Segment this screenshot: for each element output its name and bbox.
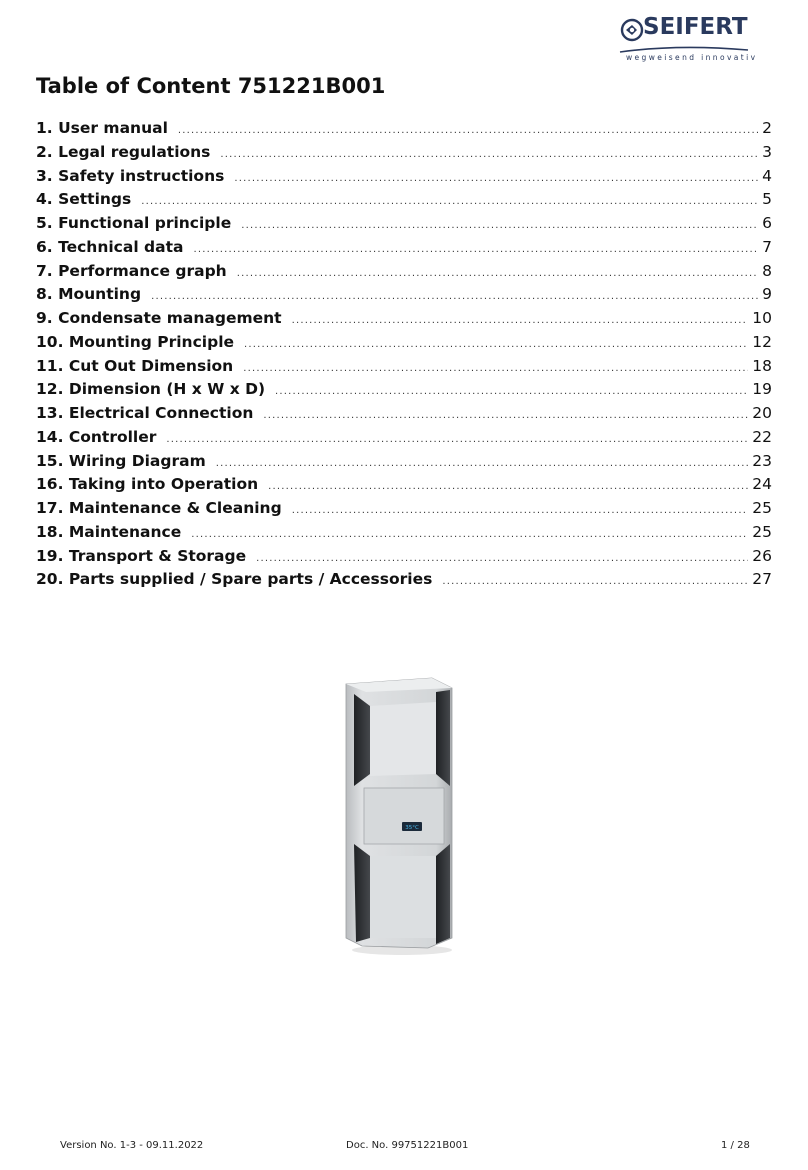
- toc-entry[interactable]: [36, 143, 772, 167]
- toc-entry-label: 8. Mounting: [36, 285, 142, 304]
- toc-entry[interactable]: [36, 523, 772, 547]
- toc-dot-leader: [292, 315, 749, 326]
- controller-display: 35°C: [405, 825, 419, 831]
- toc-dot-leader: [178, 125, 758, 136]
- toc-entry-label: 13. Electrical Connection: [36, 404, 254, 422]
- toc-dot-leader: [275, 386, 748, 397]
- toc-entry[interactable]: [36, 238, 772, 262]
- toc-entry-page: 9: [762, 285, 772, 304]
- toc-entry-page: 20: [752, 404, 772, 422]
- toc-entry[interactable]: [36, 214, 772, 238]
- toc-entry-label: 7. Performance graph: [36, 261, 227, 280]
- page-title: Table of Content 751221B001: [36, 74, 386, 98]
- toc-entry-label: 2. Legal regulations: [36, 142, 211, 161]
- toc-entry[interactable]: [36, 428, 772, 452]
- toc-entry[interactable]: [36, 119, 772, 143]
- toc-entry-page: 27: [752, 570, 772, 589]
- footer-page-number: 1 / 28: [721, 1140, 750, 1151]
- toc-dot-leader: [442, 576, 748, 587]
- toc-entry[interactable]: [36, 475, 772, 499]
- toc-entry-label: 3. Safety instructions: [36, 166, 225, 185]
- toc-entry-page: 8: [762, 261, 772, 280]
- toc-entry-page: 22: [752, 427, 772, 446]
- toc-entry-label: 20. Parts supplied / Spare parts / Accessories: [36, 570, 433, 589]
- toc-dot-leader: [244, 339, 748, 350]
- toc-entry[interactable]: [36, 167, 772, 191]
- toc-entry[interactable]: [36, 309, 772, 333]
- footer-version: Version No. 1-3 - 09.11.2022: [60, 1140, 204, 1151]
- toc-entry[interactable]: [36, 333, 772, 357]
- toc-entry-page: 24: [752, 475, 772, 494]
- toc-entry-page: 19: [752, 380, 772, 399]
- toc-entry-label: 11. Cut Out Dimension: [36, 356, 234, 375]
- toc-dot-leader: [268, 481, 748, 492]
- toc-entry-page: 25: [752, 499, 772, 517]
- toc-entry-page: 4: [762, 166, 772, 185]
- toc-entry-page: 23: [752, 451, 772, 470]
- toc-dot-leader: [151, 291, 758, 302]
- toc-dot-leader: [237, 268, 758, 279]
- toc-entry[interactable]: [36, 190, 772, 214]
- toc-dot-leader: [256, 553, 748, 564]
- toc-entry-page: 18: [752, 356, 772, 375]
- toc-entry[interactable]: [36, 570, 772, 594]
- toc-entry-label: 18. Maintenance: [36, 522, 182, 541]
- footer-doc-no: Doc. No. 99751221B001: [346, 1140, 469, 1151]
- toc-entry-page: 2: [762, 119, 772, 137]
- toc-dot-leader: [191, 529, 748, 540]
- logo-wordmark: SEIFERT: [643, 14, 748, 40]
- table-of-contents: [36, 119, 772, 594]
- toc-entry-page: 26: [752, 546, 772, 565]
- toc-entry-label: 15. Wiring Diagram: [36, 451, 206, 470]
- toc-entry[interactable]: [36, 404, 772, 428]
- seifert-logo: [618, 14, 758, 68]
- toc-entry-label: 14. Controller: [36, 427, 157, 446]
- toc-dot-leader: [193, 244, 758, 255]
- toc-entry-page: 10: [752, 309, 772, 327]
- toc-dot-leader: [243, 363, 748, 374]
- toc-entry[interactable]: [36, 262, 772, 286]
- toc-entry-label: 16. Taking into Operation: [36, 475, 259, 494]
- toc-dot-leader: [216, 458, 749, 469]
- toc-dot-leader: [166, 434, 748, 445]
- toc-dot-leader: [220, 149, 758, 160]
- toc-dot-leader: [234, 173, 758, 184]
- toc-dot-leader: [263, 410, 748, 421]
- toc-dot-leader: [141, 196, 758, 207]
- toc-entry-label: 4. Settings: [36, 190, 132, 209]
- toc-entry-label: 5. Functional principle: [36, 214, 232, 232]
- toc-entry[interactable]: [36, 547, 772, 571]
- toc-entry-page: 25: [752, 522, 772, 541]
- toc-entry-page: 6: [762, 214, 772, 232]
- toc-entry-label: 1. User manual: [36, 119, 168, 137]
- toc-entry[interactable]: [36, 499, 772, 523]
- toc-entry-page: 12: [752, 332, 772, 351]
- toc-entry-label: 19. Transport & Storage: [36, 546, 247, 565]
- toc-entry-label: 10. Mounting Principle: [36, 332, 235, 351]
- toc-dot-leader: [292, 505, 749, 516]
- toc-entry-label: 6. Technical data: [36, 237, 184, 256]
- toc-entry-label: 17. Maintenance & Cleaning: [36, 499, 282, 517]
- toc-entry-label: 12. Dimension (H x W x D): [36, 380, 266, 399]
- toc-entry[interactable]: [36, 357, 772, 381]
- toc-entry-label: 9. Condensate management: [36, 309, 282, 327]
- toc-dot-leader: [241, 220, 758, 231]
- toc-entry-page: 5: [762, 190, 772, 209]
- toc-entry-page: 7: [762, 237, 772, 256]
- toc-entry[interactable]: [36, 380, 772, 404]
- toc-entry[interactable]: [36, 285, 772, 309]
- logo-tagline: wegweisend innovativ: [626, 53, 758, 62]
- toc-entry-page: 3: [762, 142, 772, 161]
- cooling-unit-image: [340, 676, 458, 956]
- toc-entry[interactable]: [36, 452, 772, 476]
